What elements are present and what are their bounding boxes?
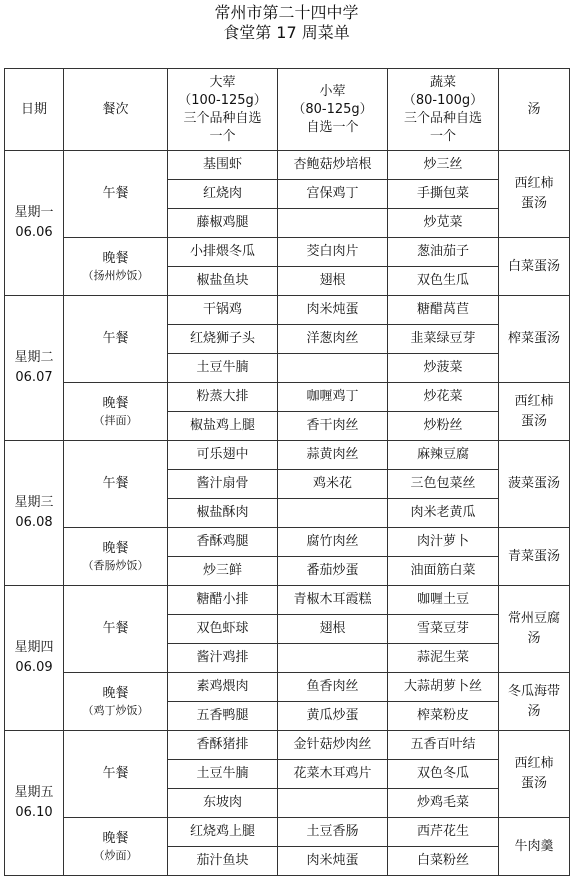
big-meat-dish: 炒三鲜: [168, 557, 278, 586]
soup-line: 西红柿: [514, 393, 554, 409]
small-meat-dish: 金针菇炒肉丝: [278, 731, 388, 760]
day-name: 星期四: [14, 640, 54, 655]
school-title: 常州市第二十四中学: [214, 3, 359, 22]
day-cell: [5, 296, 64, 441]
day-date: 06.09: [15, 660, 53, 675]
big-meat-dish: 红烧肉: [168, 180, 278, 209]
veg-dish: 白菜粉丝: [388, 847, 499, 876]
soup-line: 汤: [527, 631, 541, 646]
meal-cell-dinner: [64, 238, 168, 296]
header-big-meat: [168, 69, 278, 151]
meal-label: 午餐: [102, 476, 129, 491]
big-meat-dish: 香酥猪排: [168, 731, 278, 760]
small-meat-dish: 腐竹肉丝: [278, 528, 388, 557]
header-line: 大荤: [209, 74, 236, 90]
meal-label: 晚餐: [102, 395, 129, 411]
meal-cell-dinner: [64, 818, 168, 876]
soup-cell: [499, 673, 570, 731]
header-line: （80-125g）: [292, 101, 373, 117]
meal-note: （扬州炒饭）: [82, 268, 149, 282]
small-meat-dish: 番茄炒蛋: [278, 557, 388, 586]
meal-cell-lunch: [64, 731, 168, 818]
meal-label: 晚餐: [102, 250, 129, 266]
week-title: 食堂第 17 周菜单: [223, 23, 350, 42]
veg-dish: 炒粉丝: [388, 412, 499, 441]
small-meat-dish: 土豆香肠: [278, 818, 388, 847]
header-date: 日期: [5, 69, 64, 151]
menu-table: [4, 68, 570, 876]
header-line: 一个: [209, 128, 236, 144]
soup-cell: [499, 586, 570, 673]
meal-label: 晚餐: [102, 830, 129, 846]
soup-line: 蛋汤: [520, 776, 547, 791]
veg-dish: 咖喱土豆: [388, 586, 499, 615]
meal-cell-lunch: [64, 151, 168, 238]
meal-note: （拌面）: [93, 413, 138, 427]
header-row: [5, 69, 570, 151]
big-meat-dish: 粉蒸大排: [168, 383, 278, 412]
small-meat-dish: [278, 499, 388, 528]
small-meat-dish: [278, 209, 388, 238]
header-line: 三个品种自选: [183, 110, 262, 126]
header-small-meat: [278, 69, 388, 151]
soup-cell: [499, 731, 570, 818]
meal-cell-lunch: [64, 296, 168, 383]
small-meat-dish: 肉米炖蛋: [278, 296, 388, 325]
big-meat-dish: 香酥鸡腿: [168, 528, 278, 557]
soup-cell: [499, 296, 570, 383]
header-line: （100-125g）: [178, 92, 267, 108]
header-line: 蔬菜: [429, 74, 456, 90]
veg-dish: 双色冬瓜: [388, 760, 499, 789]
soup-line: 菠菜蛋汤: [507, 476, 560, 491]
veg-dish: 蒜泥生菜: [388, 644, 499, 673]
meal-cell-dinner: [64, 673, 168, 731]
small-meat-dish: [278, 644, 388, 673]
day-date: 06.08: [15, 515, 53, 530]
small-meat-dish: [278, 789, 388, 818]
meal-note: （香肠炒饭）: [82, 558, 149, 572]
veg-dish: 韭菜绿豆芽: [388, 325, 499, 354]
table-row: [5, 383, 570, 412]
big-meat-dish: 酱汁鸡排: [168, 644, 278, 673]
day-cell: [5, 731, 64, 876]
soup-line: 榨菜蛋汤: [507, 331, 560, 346]
soup-cell: [499, 818, 570, 876]
table-row: [5, 731, 570, 760]
small-meat-dish: 鱼香肉丝: [278, 673, 388, 702]
veg-dish: 糖醋莴苣: [388, 296, 499, 325]
meal-label: 午餐: [102, 766, 129, 781]
meal-cell-dinner: [64, 528, 168, 586]
header-line: 一个: [429, 128, 456, 144]
header-line: （80-100g）: [402, 92, 484, 108]
big-meat-dish: 双色虾球: [168, 615, 278, 644]
header-line: 三个品种自选: [403, 110, 482, 126]
veg-dish: 西芹花生: [388, 818, 499, 847]
big-meat-dish: 小排煨冬瓜: [168, 238, 278, 267]
day-date: 06.06: [15, 225, 53, 240]
big-meat-dish: 基围虾: [168, 151, 278, 180]
soup-line: 青菜蛋汤: [507, 548, 560, 564]
veg-dish: 大蒜胡萝卜丝: [388, 673, 499, 702]
big-meat-dish: 酱汁扇骨: [168, 470, 278, 499]
small-meat-dish: 翅根: [278, 267, 388, 296]
veg-dish: 肉汁萝卜: [388, 528, 499, 557]
meal-label: 晚餐: [102, 540, 129, 556]
big-meat-dish: 椒盐鱼块: [168, 267, 278, 296]
table-row: [5, 441, 570, 470]
header-line: 自选一个: [306, 119, 359, 135]
table-row: [5, 673, 570, 702]
big-meat-dish: 干锅鸡: [168, 296, 278, 325]
big-meat-dish: 糖醋小排: [168, 586, 278, 615]
veg-dish: 手撕包菜: [388, 180, 499, 209]
veg-dish: 炒三丝: [388, 151, 499, 180]
table-row: [5, 296, 570, 325]
veg-dish: 双色生瓜: [388, 267, 499, 296]
day-cell: [5, 151, 64, 296]
table-row: [5, 528, 570, 557]
soup-line: 西红柿: [514, 756, 554, 771]
small-meat-dish: 鸡米花: [278, 470, 388, 499]
soup-cell: [499, 528, 570, 586]
small-meat-dish: 黄瓜炒蛋: [278, 702, 388, 731]
meal-label: 午餐: [102, 331, 129, 346]
soup-line: 冬瓜海带: [507, 683, 560, 699]
big-meat-dish: 五香鸭腿: [168, 702, 278, 731]
veg-dish: 炒花菜: [388, 383, 499, 412]
meal-cell-dinner: [64, 383, 168, 441]
veg-dish: 雪菜豆芽: [388, 615, 499, 644]
small-meat-dish: 花菜木耳鸡片: [278, 760, 388, 789]
big-meat-dish: 土豆牛腩: [168, 354, 278, 383]
day-name: 星期五: [14, 785, 54, 800]
small-meat-dish: [278, 354, 388, 383]
meal-cell-lunch: [64, 586, 168, 673]
small-meat-dish: 宫保鸡丁: [278, 180, 388, 209]
header-veg: [388, 69, 499, 151]
veg-dish: 五香百叶结: [388, 731, 499, 760]
big-meat-dish: 红烧鸡上腿: [168, 818, 278, 847]
big-meat-dish: 藤椒鸡腿: [168, 209, 278, 238]
soup-line: 常州豆腐: [507, 611, 560, 626]
header-soup: 汤: [499, 69, 570, 151]
big-meat-dish: 可乐翅中: [168, 441, 278, 470]
soup-line: 白菜蛋汤: [507, 258, 560, 274]
soup-cell: [499, 383, 570, 441]
meal-label: 午餐: [102, 186, 129, 201]
small-meat-dish: 洋葱肉丝: [278, 325, 388, 354]
soup-line: 蛋汤: [520, 196, 547, 211]
soup-line: 西红柿: [514, 176, 554, 191]
table-row: [5, 586, 570, 615]
soup-cell: [499, 441, 570, 528]
table-row: [5, 238, 570, 267]
soup-cell: [499, 238, 570, 296]
meal-label: 午餐: [102, 621, 129, 636]
small-meat-dish: 咖喱鸡丁: [278, 383, 388, 412]
veg-dish: 炒鸡毛菜: [388, 789, 499, 818]
table-row: [5, 818, 570, 847]
big-meat-dish: 椒盐鸡上腿: [168, 412, 278, 441]
day-cell: [5, 441, 64, 586]
table-row: [5, 151, 570, 180]
soup-line: 汤: [527, 703, 541, 719]
small-meat-dish: 翅根: [278, 615, 388, 644]
small-meat-dish: 香干肉丝: [278, 412, 388, 441]
meal-cell-lunch: [64, 441, 168, 528]
header-line: 小荤: [319, 83, 346, 99]
day-date: 06.07: [15, 370, 53, 385]
header-meal: 餐次: [64, 69, 168, 151]
veg-dish: 麻辣豆腐: [388, 441, 499, 470]
small-meat-dish: 肉米炖蛋: [278, 847, 388, 876]
day-name: 星期一: [14, 205, 54, 220]
meal-note: （鸡丁炒饭）: [82, 703, 149, 717]
veg-dish: 炒苋菜: [388, 209, 499, 238]
day-date: 06.10: [15, 805, 53, 820]
big-meat-dish: 红烧狮子头: [168, 325, 278, 354]
soup-line: 牛肉羹: [514, 838, 554, 854]
big-meat-dish: 土豆牛腩: [168, 760, 278, 789]
veg-dish: 三色包菜丝: [388, 470, 499, 499]
small-meat-dish: 杏鲍菇炒培根: [278, 151, 388, 180]
big-meat-dish: 素鸡煨肉: [168, 673, 278, 702]
big-meat-dish: 茄汁鱼块: [168, 847, 278, 876]
day-name: 星期三: [14, 495, 54, 510]
small-meat-dish: 蒜黄肉丝: [278, 441, 388, 470]
day-name: 星期二: [14, 350, 54, 365]
big-meat-dish: 椒盐酥肉: [168, 499, 278, 528]
day-cell: [5, 586, 64, 731]
big-meat-dish: 东坡肉: [168, 789, 278, 818]
veg-dish: 炒菠菜: [388, 354, 499, 383]
soup-line: 蛋汤: [520, 413, 547, 429]
veg-dish: 肉米老黄瓜: [388, 499, 499, 528]
small-meat-dish: 茭白肉片: [278, 238, 388, 267]
veg-dish: 葱油茄子: [388, 238, 499, 267]
meal-label: 晚餐: [102, 685, 129, 701]
veg-dish: 油面筋白菜: [388, 557, 499, 586]
soup-cell: [499, 151, 570, 238]
meal-note: （炒面）: [93, 848, 138, 862]
small-meat-dish: 青椒木耳霞糕: [278, 586, 388, 615]
veg-dish: 榨菜粉皮: [388, 702, 499, 731]
